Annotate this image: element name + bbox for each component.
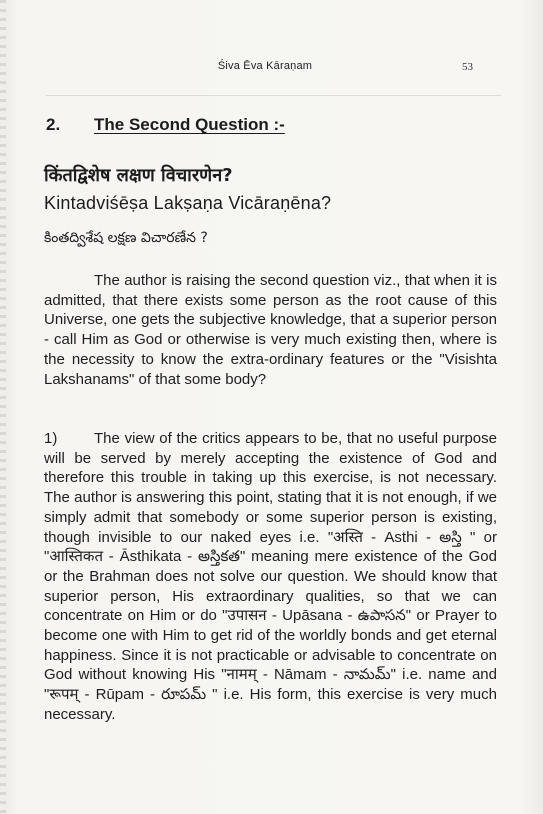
paragraph-2-number: 1) — [44, 430, 58, 447]
title-transliteration: Kintadviśēṣa Lakṣaṇa Vicāraṇēna? — [44, 193, 332, 213]
paragraph-2 — [44, 429, 497, 725]
page-number: 53 — [462, 61, 473, 73]
running-head: Śiva Ēva Kāraṇam — [217, 60, 313, 72]
header-divider — [46, 95, 501, 96]
page-binding-edge — [0, 0, 6, 814]
title-devanagari: किंतद्विशेष लक्षण विचारणेन? — [44, 165, 233, 186]
title-telugu: కింతద్విశేష లక్షణ విచారణేన ? — [44, 230, 208, 246]
section-heading — [46, 115, 285, 135]
paragraph-2-text-a: The view of the critics appears to be, that no useful purpose will be served by merely accepting the existence of God and therefore this trouble in taking up this exercise, is not necessary. The author is answering this point, stating that it is not enough, if we simply admit that somebody or some superior person is existing, though invisible to our naked eyes i.e. "अस्ति - Asthi - అస్తి " or "आस्तिकत - Āsthikata - అస్తికత" meaning mere existence of the God or the Brahman does not solve our question. — [44, 430, 497, 585]
paragraph-1: The author is raising the second question viz., that when it is admitted, that there exists some person as the root cause of this Universe, one gets the subjective knowledge, that a superior person - call Him as God or otherwise is very much existing then, where is the necessity to know the extra-ordinary features or the "Visishta Lakshanams" of that some body? — [44, 272, 497, 388]
paragraph-2-text-b: We should know that superior person, His extraordinary qualities, so that we can concentrate on Him or do "उपासन - Upāsana - ఉపాసన" or Prayer to become one with Him to get rid of the worldly bonds and get eternal happiness. Since it is not practicable or advisable to concentrate on God without knowing His "नामम् - Nāmam - నామమ్" i.e. name and "रूपम् - Rūpam - రూపమ్ " i.e. His form, this exercise is very much necessary. — [44, 567, 497, 723]
section-number: 2. — [46, 115, 61, 134]
section-title: The Second Question :- — [94, 115, 285, 134]
